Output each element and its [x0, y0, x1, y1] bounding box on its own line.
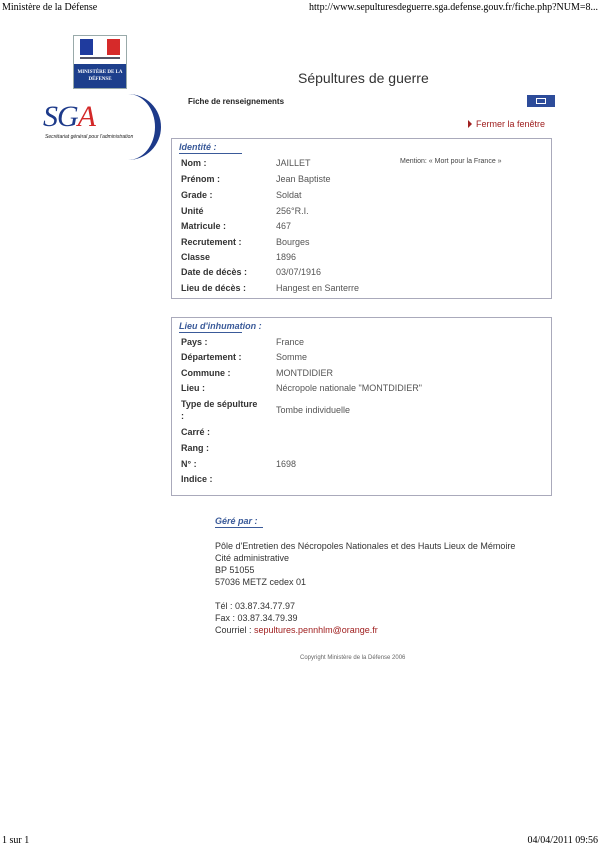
sga-logo: [33, 94, 161, 160]
sga-logo-tagline: Secrétariat général pour l'administration: [45, 134, 134, 140]
field-label: Classe: [181, 252, 211, 262]
address-line: Pôle d'Entretien des Nécropoles Nationales et des Hauts Lieux de Mémoire: [215, 541, 516, 551]
field-value: JAILLET: [276, 158, 311, 168]
field-value: Tombe individuelle: [276, 405, 351, 415]
fiche-label: Fiche de renseignements: [188, 97, 285, 106]
printer-icon[interactable]: [527, 95, 555, 107]
field-label: Type de sépulture: [181, 399, 258, 409]
field-label: Carré :: [181, 427, 211, 437]
address-line: BP 51055: [215, 565, 255, 575]
field-label: Pays :: [181, 337, 208, 347]
field-value: 1896: [276, 252, 297, 262]
field-value: 467: [276, 221, 292, 231]
ministry-logo-text: MINISTÈRE DE LA DÉFENSE: [74, 64, 126, 88]
field-value: Hangest en Santerre: [276, 283, 360, 293]
print-footer-date: 04/04/2011 09:56: [527, 835, 598, 846]
print-header-title: Ministère de la Défense: [2, 2, 98, 13]
field-label: Grade :: [181, 190, 213, 200]
field-label: Matricule :: [181, 221, 227, 231]
email-link[interactable]: sepultures.pennhlm@orange.fr: [254, 625, 378, 635]
identity-panel: [171, 138, 552, 299]
field-label: Date de décès :: [181, 267, 248, 277]
field-label: Nom :: [181, 158, 207, 168]
address-line: 57036 METZ cedex 01: [215, 577, 307, 587]
mention-text: Mention: « Mort pour la France »: [400, 158, 502, 165]
identity-title: Identité :: [179, 142, 242, 154]
field-label: Département :: [181, 352, 242, 362]
print-footer-page: 1 sur 1: [2, 835, 30, 846]
field-label: Unité: [181, 206, 204, 216]
email-line: [215, 625, 378, 635]
field-value: France: [276, 337, 305, 347]
print-header-url: http://www.sepulturesdeguerre.sga.defense.gouv.fr/fiche.php?NUM=8...: [309, 2, 598, 13]
field-label: Rang :: [181, 443, 209, 453]
field-value: 03/07/1916: [276, 267, 322, 277]
field-value: Jean Baptiste: [276, 174, 331, 184]
field-value: Nécropole nationale "MONTDIDIER": [276, 383, 422, 393]
field-value: 256°R.I.: [276, 206, 309, 216]
page-title: Sépultures de guerre: [298, 70, 429, 86]
email-label: Courriel :: [215, 625, 252, 635]
field-label: Indice :: [181, 474, 213, 484]
close-window-label: Fermer la fenêtre: [476, 119, 546, 129]
field-label: Lieu de décès :: [181, 283, 247, 293]
field-value: Soldat: [276, 190, 302, 200]
close-window-link[interactable]: [468, 119, 545, 129]
managed-by-title: Géré par :: [215, 516, 263, 528]
sga-logo-accent: A: [77, 100, 95, 133]
ministry-logo: [73, 35, 127, 89]
field-value: 1698: [276, 459, 297, 469]
burial-panel: [171, 317, 552, 496]
phone-line: Tél : 03.87.34.77.97: [215, 601, 296, 611]
sga-logo-letters: SG: [43, 100, 78, 133]
field-label: Commune :: [181, 368, 231, 378]
french-flag-icon: [80, 39, 120, 55]
field-label-cont: :: [181, 411, 184, 421]
field-value: MONTDIDIER: [276, 368, 333, 378]
field-value: Somme: [276, 352, 308, 362]
field-label: Prénom :: [181, 174, 221, 184]
address-line: Cité administrative: [215, 553, 290, 563]
copyright: Copyright Ministère de la Défense 2006: [300, 655, 406, 661]
field-label: Recrutement :: [181, 237, 242, 247]
fax-line: Fax : 03.87.34.79.39: [215, 613, 298, 623]
field-value: Bourges: [276, 237, 310, 247]
arrow-right-icon: [468, 120, 472, 128]
field-label: Lieu :: [181, 383, 205, 393]
burial-title: Lieu d'inhumation :: [179, 321, 279, 333]
field-label: N° :: [181, 459, 197, 469]
